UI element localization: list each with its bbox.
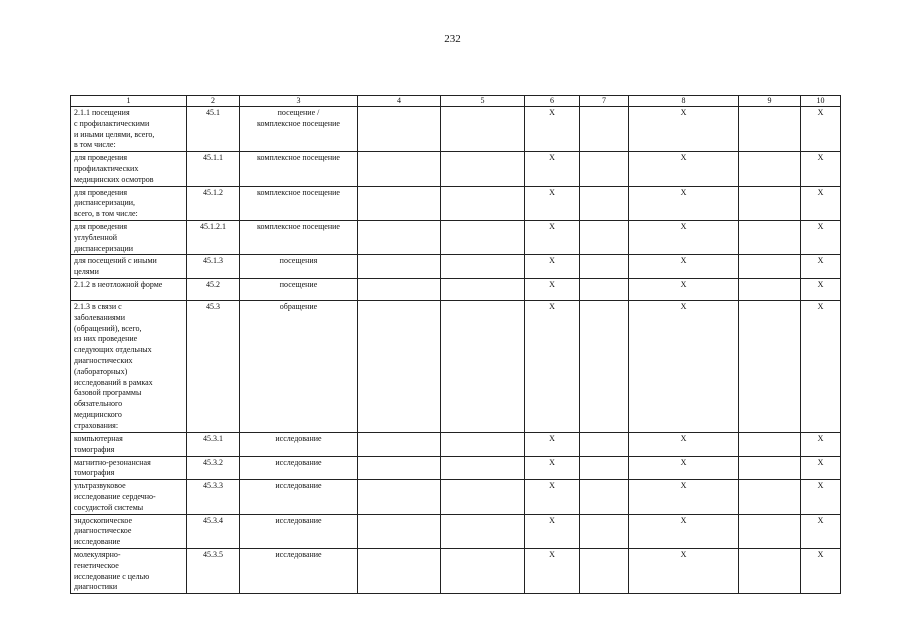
row-col5-cell (441, 186, 525, 220)
table-body (71, 96, 841, 594)
row-col8-cell: X (629, 186, 739, 220)
row-unit-cell: исследование (240, 548, 358, 593)
row-name-cell: 2.1.1 посещения с профилактическими и иными целями, всего, в том числе: (71, 107, 187, 152)
row-col10-cell: X (801, 480, 841, 514)
row-col4-cell (358, 107, 441, 152)
row-col9-cell (739, 220, 801, 254)
row-name-cell: эндоскопическое диагностическое исследование (71, 514, 187, 548)
row-col4-cell (358, 548, 441, 593)
page-number: 232 (444, 33, 461, 45)
table-row (71, 220, 841, 254)
row-col6-cell: X (525, 514, 580, 548)
row-unit-cell: комплексное посещение (240, 220, 358, 254)
row-col5-cell (441, 548, 525, 593)
row-col4-cell (358, 255, 441, 279)
row-col7-cell (580, 278, 629, 300)
row-unit-cell: посещения (240, 255, 358, 279)
row-col9-cell (739, 548, 801, 593)
row-col6-cell: X (525, 255, 580, 279)
row-col6-cell: X (525, 186, 580, 220)
row-code-cell: 45.2 (187, 278, 240, 300)
table-row (71, 456, 841, 480)
row-col10-cell: X (801, 255, 841, 279)
row-col6-cell: X (525, 278, 580, 300)
row-col9-cell (739, 480, 801, 514)
row-code-cell: 45.3.2 (187, 456, 240, 480)
row-col5-cell (441, 107, 525, 152)
row-col8-cell: X (629, 456, 739, 480)
row-col7-cell (580, 220, 629, 254)
table-header-row (71, 96, 841, 107)
row-col8-cell: X (629, 548, 739, 593)
table-row (71, 255, 841, 279)
row-name-cell: молекулярно- генетическое исследование с целью диагностики (71, 548, 187, 593)
row-unit-cell: исследование (240, 456, 358, 480)
row-col9-cell (739, 514, 801, 548)
row-col10-cell: X (801, 152, 841, 186)
row-col6-cell: X (525, 456, 580, 480)
row-col7-cell (580, 255, 629, 279)
row-code-cell: 45.1 (187, 107, 240, 152)
row-col9-cell (739, 278, 801, 300)
column-number-1: 1 (71, 96, 187, 107)
row-col10-cell: X (801, 278, 841, 300)
row-col9-cell (739, 107, 801, 152)
row-col8-cell: X (629, 480, 739, 514)
row-col4-cell (358, 186, 441, 220)
row-name-cell: ультразвуковое исследование сердечно- сосудистой системы (71, 480, 187, 514)
row-col9-cell (739, 186, 801, 220)
row-name-cell: для проведения диспансеризации, всего, в том числе: (71, 186, 187, 220)
row-unit-cell: исследование (240, 480, 358, 514)
row-col8-cell: X (629, 514, 739, 548)
row-name-cell: 2.1.3 в связи с заболеваниями (обращений), всего, из них проведение следующих отдельных диагностических (лабораторных) исследований в рамках базовой программы обязательного медицинского страхования: (71, 300, 187, 432)
table-row (71, 514, 841, 548)
row-col4-cell (358, 278, 441, 300)
row-name-cell: для проведения углубленной диспансеризации (71, 220, 187, 254)
column-number-7: 7 (580, 96, 629, 107)
row-col4-cell (358, 220, 441, 254)
row-col8-cell: X (629, 255, 739, 279)
row-col7-cell (580, 456, 629, 480)
table-row (71, 278, 841, 300)
row-col6-cell: X (525, 220, 580, 254)
row-col7-cell (580, 432, 629, 456)
row-col7-cell (580, 514, 629, 548)
row-col4-cell (358, 456, 441, 480)
row-col4-cell (358, 480, 441, 514)
row-col5-cell (441, 480, 525, 514)
row-code-cell: 45.3.3 (187, 480, 240, 514)
row-name-cell: для проведения профилактических медицинских осмотров (71, 152, 187, 186)
row-code-cell: 45.1.1 (187, 152, 240, 186)
row-name-cell: для посещений с иными целями (71, 255, 187, 279)
column-number-6: 6 (525, 96, 580, 107)
row-col6-cell: X (525, 300, 580, 432)
row-col8-cell: X (629, 432, 739, 456)
row-col7-cell (580, 107, 629, 152)
row-col5-cell (441, 432, 525, 456)
row-unit-cell: исследование (240, 432, 358, 456)
row-code-cell: 45.3.4 (187, 514, 240, 548)
row-unit-cell: комплексное посещение (240, 152, 358, 186)
row-col5-cell (441, 220, 525, 254)
row-col9-cell (739, 300, 801, 432)
row-col4-cell (358, 152, 441, 186)
row-name-cell: магнитно-резонансная томография (71, 456, 187, 480)
row-unit-cell: исследование (240, 514, 358, 548)
row-col6-cell: X (525, 432, 580, 456)
row-col10-cell: X (801, 300, 841, 432)
row-col6-cell: X (525, 152, 580, 186)
row-code-cell: 45.1.2.1 (187, 220, 240, 254)
row-unit-cell: посещение (240, 278, 358, 300)
row-col5-cell (441, 255, 525, 279)
column-number-9: 9 (739, 96, 801, 107)
column-number-3: 3 (240, 96, 358, 107)
row-col8-cell: X (629, 278, 739, 300)
table-row (71, 432, 841, 456)
row-col8-cell: X (629, 300, 739, 432)
row-col7-cell (580, 186, 629, 220)
row-col7-cell (580, 152, 629, 186)
row-col8-cell: X (629, 220, 739, 254)
table-row (71, 107, 841, 152)
row-col10-cell: X (801, 514, 841, 548)
table-row (71, 186, 841, 220)
row-col7-cell (580, 548, 629, 593)
row-col6-cell: X (525, 548, 580, 593)
row-col5-cell (441, 278, 525, 300)
row-code-cell: 45.3.5 (187, 548, 240, 593)
row-col5-cell (441, 514, 525, 548)
column-number-4: 4 (358, 96, 441, 107)
row-col5-cell (441, 300, 525, 432)
row-code-cell: 45.1.2 (187, 186, 240, 220)
row-col10-cell: X (801, 456, 841, 480)
table-row (71, 152, 841, 186)
row-col4-cell (358, 300, 441, 432)
row-col5-cell (441, 152, 525, 186)
row-unit-cell: посещение / комплексное посещение (240, 107, 358, 152)
table-row (71, 480, 841, 514)
data-table (70, 95, 841, 594)
row-col9-cell (739, 255, 801, 279)
table-row (71, 300, 841, 432)
row-col5-cell (441, 456, 525, 480)
row-col10-cell: X (801, 432, 841, 456)
column-number-10: 10 (801, 96, 841, 107)
row-col8-cell: X (629, 152, 739, 186)
row-col9-cell (739, 152, 801, 186)
row-col6-cell: X (525, 480, 580, 514)
row-unit-cell: обращение (240, 300, 358, 432)
row-code-cell: 45.3 (187, 300, 240, 432)
row-unit-cell: комплексное посещение (240, 186, 358, 220)
row-col8-cell: X (629, 107, 739, 152)
row-code-cell: 45.3.1 (187, 432, 240, 456)
column-number-2: 2 (187, 96, 240, 107)
row-col10-cell: X (801, 220, 841, 254)
row-col10-cell: X (801, 107, 841, 152)
row-col4-cell (358, 514, 441, 548)
row-code-cell: 45.1.3 (187, 255, 240, 279)
row-col9-cell (739, 432, 801, 456)
table-row (71, 548, 841, 593)
row-col6-cell: X (525, 107, 580, 152)
column-number-5: 5 (441, 96, 525, 107)
row-col7-cell (580, 300, 629, 432)
row-name-cell: компьютерная томография (71, 432, 187, 456)
row-col10-cell: X (801, 548, 841, 593)
row-name-cell: 2.1.2 в неотложной форме (71, 278, 187, 300)
row-col10-cell: X (801, 186, 841, 220)
row-col9-cell (739, 456, 801, 480)
column-number-8: 8 (629, 96, 739, 107)
row-col7-cell (580, 480, 629, 514)
row-col4-cell (358, 432, 441, 456)
